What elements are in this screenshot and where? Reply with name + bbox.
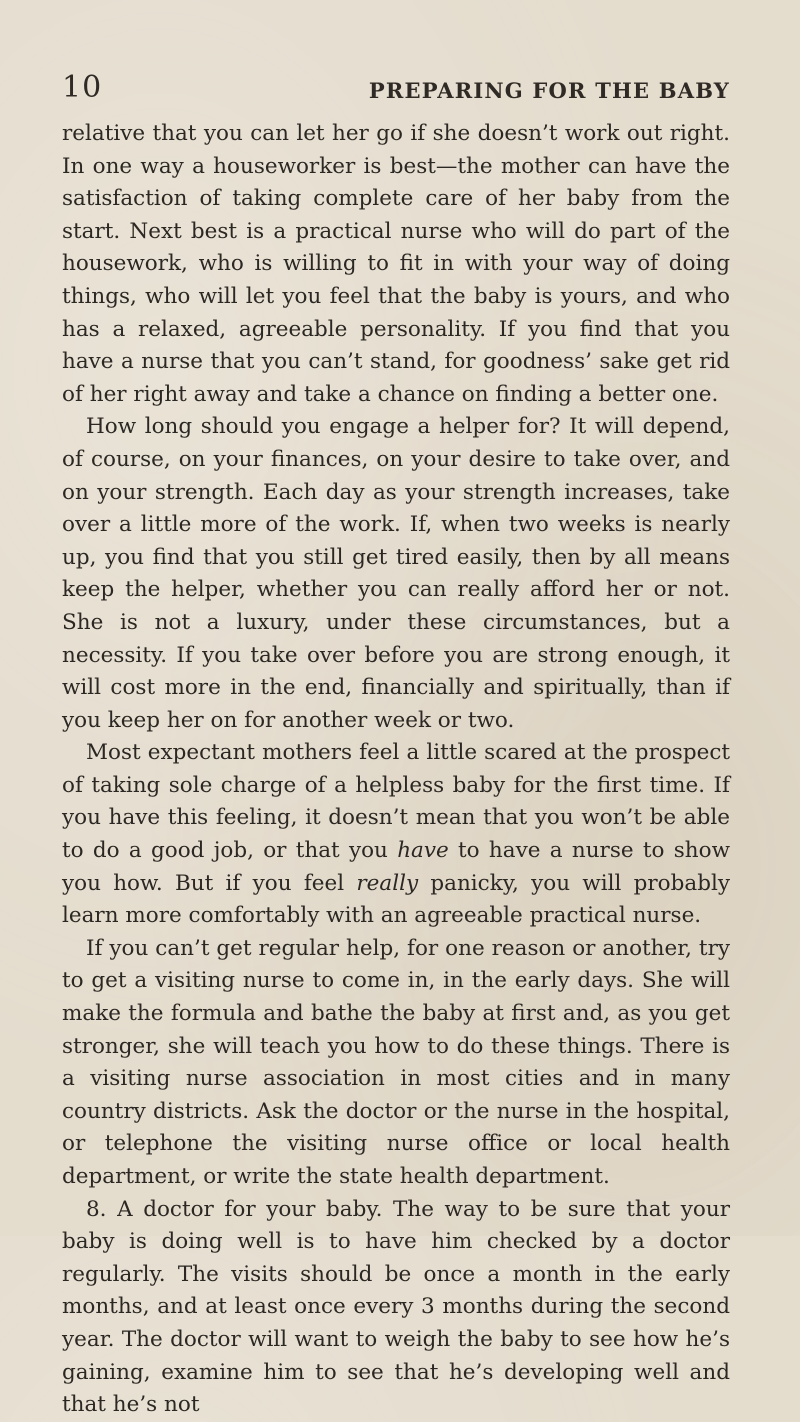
paragraph: [62, 933, 730, 1194]
paragraph-text: relative that you can let her go if she doesn’t work out right. In one way a houseworker is best—the mother can have the satisfaction of taking complete care of her baby from the start. Next best is a practical nurse who will do part of the housework, who is willing to fit in with your way of doing things, who will let you feel that the baby is yours, and who has a relaxed, agreeable personality. If you find that you have a nurse that you can’t stand, for goodness’ sake get rid of her right away and take a chance on finding a better one.: [62, 121, 730, 407]
paragraph-text: Most expectant mothers feel a little scared at the prospect of taking sole charge of a helpless baby for the first time. If you have this feeling, it doesn’t mean that you won’t be able to do a good job, or that you: [62, 740, 730, 864]
paragraph: [62, 1194, 730, 1422]
page-number: 10: [62, 70, 103, 105]
paragraph-text: If you can’t get regular help, for one reason or another, try to get a visiting nurse to come in, in the early days. She will make the formula and bathe the baby at first and, as you get stronger, she will teach you how to do these things. There is a visiting nurse association in most cities and in many country districts. Ask the doctor or the nurse in the hospital, or telephone the visiting nurse office or local health department, or write the state health department.: [62, 935, 730, 1189]
paragraph-text: panicky, you will probably learn more comfortably with an agreeable practical nurse.: [62, 870, 730, 929]
paragraph: [62, 411, 730, 737]
paragraph-text: to have a nurse to show you how. But if you feel: [62, 838, 730, 896]
paragraph-text: 8. A doctor for your baby. The way to be sure that your baby is doing well is to have him checked by a doctor regularly. The visits should be once a month in the early months, and at least once every 3 months during the second year. The doctor will want to weigh the baby to see how he’s gaining, examine him to see that he’s developing well and that he’s not: [62, 1196, 730, 1418]
emphasis-text: really: [356, 870, 419, 896]
running-head: [62, 64, 730, 112]
running-title: PREPARING FOR THE BABY: [368, 78, 730, 103]
emphasis-text: have: [397, 838, 449, 864]
paragraph: [62, 737, 730, 933]
body-text: [62, 118, 730, 1422]
paragraph-text: How long should you engage a helper for? It will depend, of course, on your finances, on your desire to take over, and on your strength. Each day as your strength increases, take over a little more of the work. If, when two weeks is nearly up, you find that you still get tired easily, then by all means keep the helper, whether you can really afford her or not. She is not a luxury, under these circumstances, but a necessity. If you take over before you are strong enough, it will cost more in the end, financially and spiritually, than if you keep her on for another week or two.: [62, 414, 730, 733]
paragraph: [62, 118, 730, 411]
